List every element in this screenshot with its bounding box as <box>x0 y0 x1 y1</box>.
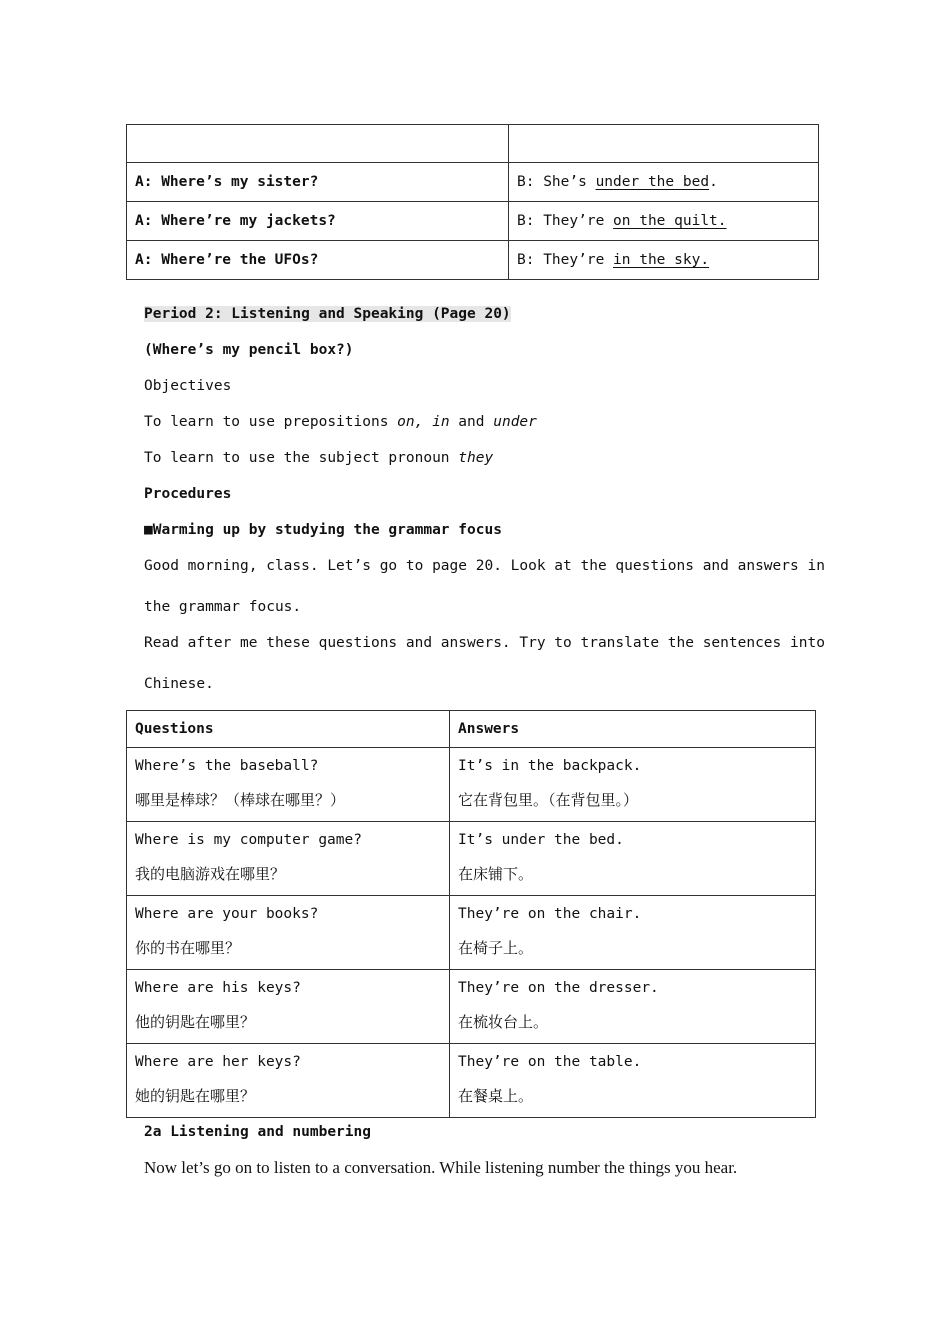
question-chinese: 她的钥匙在哪里？ <box>135 1087 256 1105</box>
table-cell <box>509 125 819 163</box>
objectives-label: Objectives <box>144 378 232 394</box>
answer-cell <box>450 1044 816 1118</box>
answer-cell <box>509 241 819 280</box>
period-title-text: Period 2: Listening and Speaking (Page 20) <box>144 306 511 322</box>
answer-underlined: under the bed <box>595 174 710 190</box>
question-chinese: 他的钥匙在哪里？ <box>135 1013 256 1031</box>
answer-underlined: in the sky. <box>613 252 710 268</box>
table-row <box>127 1044 816 1118</box>
header-answers: Answers <box>450 711 816 748</box>
procedures-label: Procedures <box>144 486 232 502</box>
paragraph-line: Read after me these questions and answers. Try to translate the sentences into <box>144 635 825 651</box>
answer-prefix: B: She’s <box>517 174 596 190</box>
table-row <box>127 896 816 970</box>
table-header-row <box>127 711 816 748</box>
table-row <box>127 970 816 1044</box>
answer-chinese: 它在背包里。（在背包里。） <box>458 791 639 809</box>
answer-chinese: 在床铺下。 <box>458 865 534 883</box>
answer-english: They’re on the chair. <box>458 906 642 922</box>
preposition: under <box>493 414 537 430</box>
grammar-focus-table <box>126 710 816 1118</box>
answer-chinese: 在椅子上。 <box>458 939 534 957</box>
answer-english: It’s in the backpack. <box>458 758 642 774</box>
answer-english: They’re on the dresser. <box>458 980 659 996</box>
answer-chinese: 在梳妆台上。 <box>458 1013 549 1031</box>
instruction-paragraph: Now let’s go on to listen to a conversation. While listening number the things you hear. <box>144 1158 738 1177</box>
question-cell <box>127 202 509 241</box>
answer-cell <box>450 970 816 1044</box>
table-row <box>127 202 819 241</box>
question-chinese: 哪里是棒球？（棒球在哪里？） <box>135 791 346 809</box>
answer-prefix: B: They’re <box>517 213 614 229</box>
table-row <box>127 125 819 163</box>
answer-cell <box>450 748 816 822</box>
answer-underlined: on the quilt. <box>613 213 727 229</box>
question-english: Where are your books? <box>135 906 319 922</box>
question-cell <box>127 241 509 280</box>
answer-cell <box>450 822 816 896</box>
period-title <box>144 306 511 322</box>
answer-english: It’s under the bed. <box>458 832 624 848</box>
warming-up-heading: ■Warming up by studying the grammar focus <box>144 522 502 538</box>
question-cell <box>127 970 450 1044</box>
paragraph-line: Good morning, class. Let’s go to page 20. Look at the questions and answers in <box>144 558 825 574</box>
answer-suffix: . <box>709 174 718 190</box>
header-questions: Questions <box>127 711 450 748</box>
conjunction: and <box>449 414 494 430</box>
answer-cell <box>509 202 819 241</box>
question-text: A: Where’re the UFOs? <box>135 252 319 268</box>
table-row <box>127 241 819 280</box>
question-english: Where’s the baseball? <box>135 758 319 774</box>
preposition: in <box>432 414 450 430</box>
example-dialogue-table <box>126 124 819 280</box>
paragraph-line: the grammar focus. <box>144 599 302 615</box>
separator <box>423 414 432 430</box>
answer-chinese: 在餐桌上。 <box>458 1087 534 1105</box>
objective-2 <box>144 450 493 466</box>
pronoun: they <box>458 450 494 466</box>
table-row <box>127 748 816 822</box>
preposition: on, <box>397 414 424 430</box>
question-text: A: Where’re my jackets? <box>135 213 336 229</box>
question-cell <box>127 748 450 822</box>
question-chinese: 我的电脑游戏在哪里？ <box>135 865 286 883</box>
question-cell <box>127 163 509 202</box>
paragraph-line: Chinese. <box>144 676 214 692</box>
objective-text: To learn to use prepositions <box>144 414 398 430</box>
question-english: Where are her keys? <box>135 1054 301 1070</box>
answer-cell <box>450 896 816 970</box>
question-cell <box>127 896 450 970</box>
objective-1 <box>144 414 537 430</box>
table-cell <box>127 125 509 163</box>
question-cell <box>127 822 450 896</box>
table-row <box>127 163 819 202</box>
answer-cell <box>509 163 819 202</box>
question-english: Where are his keys? <box>135 980 301 996</box>
objective-text: To learn to use the subject pronoun <box>144 450 459 466</box>
section-2a-heading: 2a Listening and numbering <box>144 1124 371 1140</box>
question-text: A: Where’s my sister? <box>135 174 319 190</box>
question-cell <box>127 1044 450 1118</box>
question-chinese: 你的书在哪里？ <box>135 939 241 957</box>
lesson-subtitle: (Where’s my pencil box?) <box>144 342 354 358</box>
answer-prefix: B: They’re <box>517 252 614 268</box>
question-english: Where is my computer game? <box>135 832 362 848</box>
table-row <box>127 822 816 896</box>
answer-english: They’re on the table. <box>458 1054 642 1070</box>
